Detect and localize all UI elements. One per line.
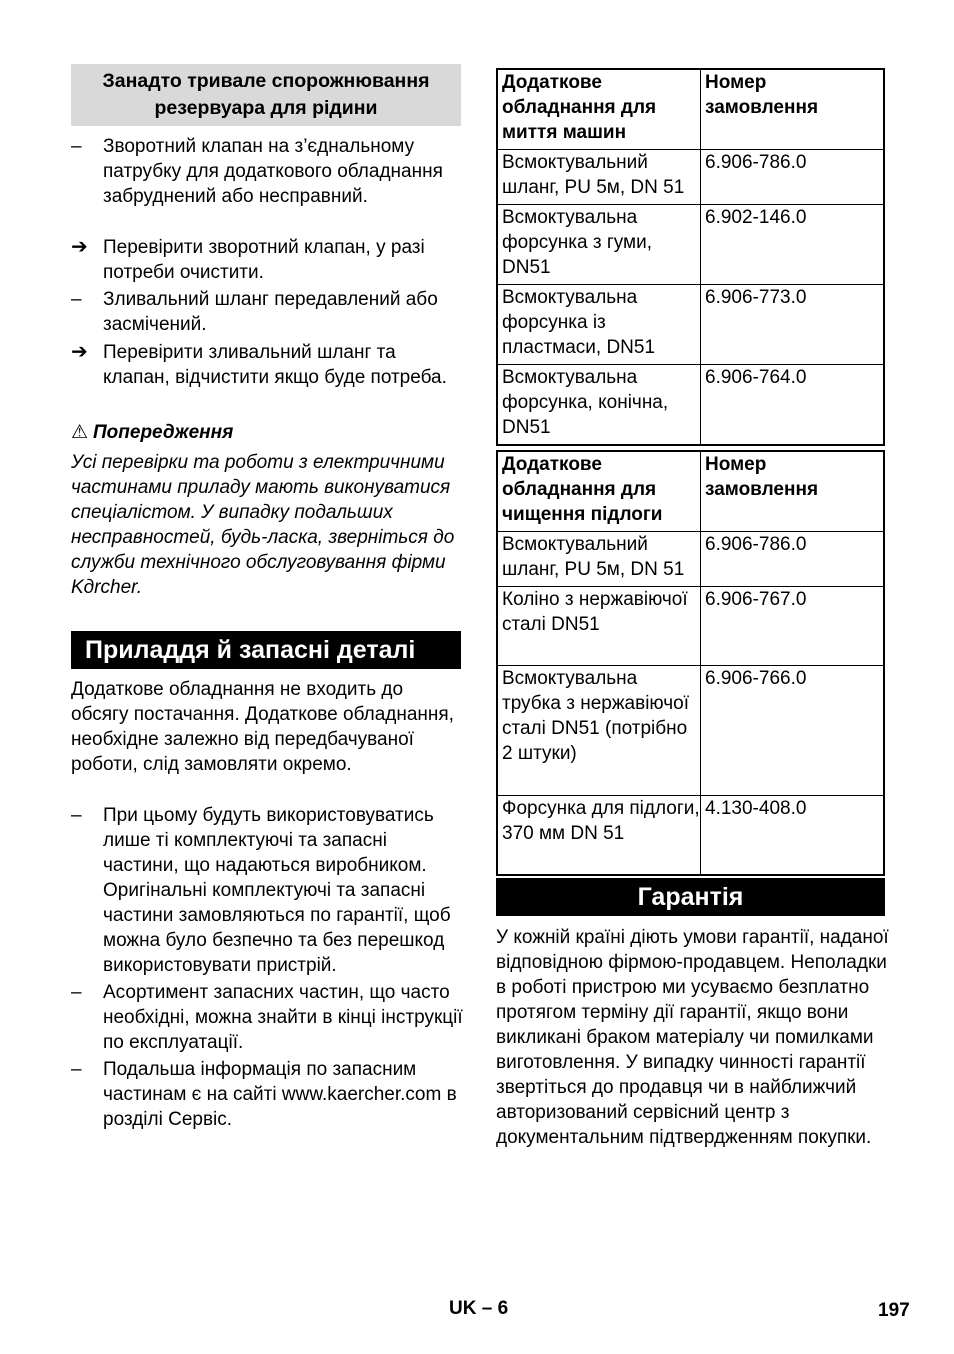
- table-header-row: [497, 451, 884, 532]
- table-row: [497, 666, 884, 796]
- table-header-row: [497, 69, 884, 150]
- arrow-right-icon: ➔: [71, 236, 88, 258]
- table-row: [497, 150, 884, 205]
- dash-marker: –: [71, 1059, 82, 1080]
- order-number: 6.906-766.0: [701, 666, 885, 796]
- accessory-name: Всмоктувальна форсунка, конічна, DN51: [497, 365, 701, 446]
- accessory-name: Всмоктувальна форсунка з гуми, DN51: [497, 205, 701, 285]
- accessory-name: Всмоктувальний шланг, PU 5м, DN 51: [497, 532, 701, 587]
- bullet-text: Асортимент запасних частин, що часто необхідні, можна знайти в кінці інструкції по експлуатації.: [103, 982, 463, 1053]
- dash-marker: –: [71, 289, 82, 310]
- accessory-name: Всмоктувальна форсунка із пластмаси, DN51: [497, 285, 701, 365]
- warning-heading: [71, 420, 233, 445]
- page-number: 197: [878, 1300, 910, 1321]
- trouble-item-text: Перевірити зворотний клапан, у разі потреби очистити.: [103, 237, 425, 283]
- header-order-number: Номер замовлення: [701, 451, 885, 532]
- troubleshooting-subheading: Занадто тривале спорожнювання резервуара для рідини: [71, 64, 461, 126]
- accessories-section-title: Приладдя й запасні деталі: [71, 631, 461, 669]
- warranty-text: У кожній країні діють умови гарантії, наданої відповідною фірмою-продавцем. Неполадки в роботі пристрою ми усуваємо безплатно протягом терміну дії гарантії, якщо вони викликані браком матеріалу чи помилками виготовлення. У випадку чинності гарантії звертіться до продавця чи в найближчий авторизований сервісний центр з документальним підтвердженням покупки.: [496, 927, 889, 1148]
- table-row: [497, 285, 884, 365]
- order-number: 6.906-773.0: [701, 285, 885, 365]
- order-number: 6.906-786.0: [701, 532, 885, 587]
- accessory-name: Всмоктувальний шланг, PU 5м, DN 51: [497, 150, 701, 205]
- order-number: 6.906-764.0: [701, 365, 885, 446]
- header-accessory: Додаткове обладнання для миття машин: [497, 69, 701, 150]
- bullet-text: При цьому будуть використовуватись лише ті комплектуючі та запасні частини, що надаються виробником. Оригінальні комплектуючі та запасні частини замовляються по гарантії, щоб можна було безпечно та без перешкод використовувати пристрій.: [103, 805, 451, 976]
- table-row: [497, 365, 884, 446]
- header-order-number: Номер замовлення: [701, 69, 885, 150]
- warning-text: Усі перевірки та роботи з електричними частинами приладу мають виконуватися спеціалістом. У випадку подальших несправностей, будь-ласка, зверніться до служби технічного обслуговування фірми Kдrcher.: [71, 452, 455, 598]
- trouble-item-text: Зворотний клапан на з’єднальному патрубку для додаткового обладнання забруднений або несправний.: [103, 136, 443, 207]
- accessories-intro: Додаткове обладнання не входить до обсягу постачання. Додаткове обладнання, необхідне залежно від передбачуваної роботи, слід замовляти окремо.: [71, 679, 454, 775]
- warranty-section-title: Гарантія: [496, 878, 885, 916]
- dash-marker: –: [71, 982, 82, 1003]
- accessory-name: Коліно з нержавіючої сталі DN51: [497, 587, 701, 666]
- section-code: UK – 6: [449, 1298, 509, 1319]
- order-number: 6.906-786.0: [701, 150, 885, 205]
- trouble-item-text: Перевірити зливальний шланг та клапан, відчистити якщо буде потреба.: [103, 342, 447, 388]
- order-number: 6.902-146.0: [701, 205, 885, 285]
- table-row: [497, 587, 884, 666]
- header-accessory: Додаткове обладнання для чищення підлоги: [497, 451, 701, 532]
- accessory-name: Всмоктувальна трубка з нержавіючої сталі DN51 (потрібно 2 штуки): [497, 666, 701, 796]
- trouble-item-text: Зливальний шланг передавлений або засмічений.: [103, 289, 438, 335]
- arrow-right-icon: ➔: [71, 341, 88, 363]
- order-number: 6.906-767.0: [701, 587, 885, 666]
- dash-marker: –: [71, 805, 82, 826]
- warning-title: Попередження: [93, 422, 234, 443]
- dash-marker: –: [71, 136, 82, 157]
- order-number: 4.130-408.0: [701, 796, 885, 875]
- accessory-name: Форсунка для підлоги, 370 мм DN 51: [497, 796, 701, 875]
- warning-triangle-icon: ⚠: [71, 422, 89, 443]
- bullet-text: Подальша інформація по запасним частинам є на сайті www.kaercher.com в розділі Сервіс.: [103, 1059, 457, 1130]
- floor-cleaning-accessories-table: [496, 450, 885, 876]
- table-row: [497, 796, 884, 875]
- table-row: [497, 205, 884, 285]
- car-wash-accessories-table: [496, 68, 885, 446]
- table-row: [497, 532, 884, 587]
